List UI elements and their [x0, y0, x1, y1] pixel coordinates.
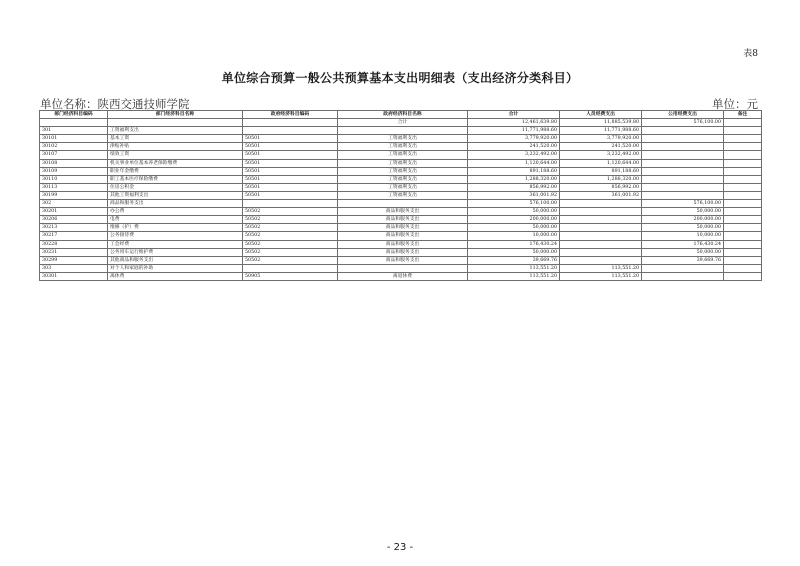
cell-total: 3,779,920.00	[468, 135, 560, 143]
cell-name: 机关事业单位基本养老保险缴费	[108, 159, 243, 167]
cell-total: 856,992.00	[468, 183, 560, 191]
cell-gov-code: 50501	[243, 167, 338, 175]
expenditure-detail-table	[39, 110, 762, 281]
table-row	[40, 264, 762, 272]
column-header: 部门经济科目编码	[40, 111, 108, 119]
cell-remark	[724, 119, 762, 127]
cell-code: 301	[40, 127, 108, 135]
cell-public: 50,000.00	[642, 208, 724, 216]
cell-name: 工会经费	[108, 240, 243, 248]
cell-code: 30231	[40, 248, 108, 256]
cell-remark	[724, 256, 762, 264]
cell-total: 176,430.24	[468, 240, 560, 248]
cell-personnel: 1,288,320.00	[560, 175, 642, 183]
table-row	[40, 272, 762, 280]
cell-gov-code: 50502	[243, 208, 338, 216]
cell-public: 176,430.24	[642, 240, 724, 248]
cell-gov-code: 50502	[243, 224, 338, 232]
cell-name: 商品和服务支出	[108, 200, 243, 208]
table-header-row	[40, 111, 762, 119]
cell-public	[642, 183, 724, 191]
cell-gov-name: 工资福利支出	[338, 191, 468, 199]
column-header: 公用经费支出	[642, 111, 724, 119]
cell-code: 30108	[40, 159, 108, 167]
cell-personnel	[560, 232, 642, 240]
cell-personnel	[560, 240, 642, 248]
column-header: 政府经济科目名称	[338, 111, 468, 119]
cell-name: 住房公积金	[108, 183, 243, 191]
cell-public	[642, 272, 724, 280]
cell-remark	[724, 216, 762, 224]
cell-gov-code: 50905	[243, 272, 338, 280]
cell-public: 10,000.00	[642, 232, 724, 240]
cell-code: 30228	[40, 240, 108, 248]
cell-personnel: 856,992.00	[560, 183, 642, 191]
cell-total: 113,551.20	[468, 272, 560, 280]
cell-total: 361,001.92	[468, 191, 560, 199]
cell-code: 302	[40, 200, 108, 208]
cell-total: 200,000.00	[468, 216, 560, 224]
cell-remark	[724, 224, 762, 232]
cell-public	[642, 151, 724, 159]
cell-personnel	[560, 200, 642, 208]
cell-personnel: 361,001.92	[560, 191, 642, 199]
cell-name: 维修（护）费	[108, 224, 243, 232]
column-header: 政府经济科目编码	[243, 111, 338, 119]
cell-name: 绩效工资	[108, 151, 243, 159]
cell-personnel: 241,520.00	[560, 143, 642, 151]
column-header: 合计	[468, 111, 560, 119]
cell-remark	[724, 151, 762, 159]
table-row	[40, 256, 762, 264]
cell-personnel: 891,188.60	[560, 167, 642, 175]
cell-total: 50,000.00	[468, 208, 560, 216]
cell-gov-code: 50501	[243, 151, 338, 159]
cell-remark	[724, 135, 762, 143]
cell-public: 39,669.76	[642, 256, 724, 264]
table-row	[40, 143, 762, 151]
cell-personnel: 3,779,920.00	[560, 135, 642, 143]
cell-public	[642, 135, 724, 143]
cell-code: 30107	[40, 151, 108, 159]
unit-name: 单位名称：陕西交通技师学院	[40, 97, 190, 111]
cell-public	[642, 264, 724, 272]
cell-gov-code: 50502	[243, 248, 338, 256]
table-row	[40, 224, 762, 232]
cell-code: 30101	[40, 135, 108, 143]
cell-gov-code: 50501	[243, 135, 338, 143]
cell-remark	[724, 232, 762, 240]
cell-gov-code	[243, 264, 338, 272]
cell-code: 30110	[40, 175, 108, 183]
cell-total: 891,188.60	[468, 167, 560, 175]
cell-total: 39,669.76	[468, 256, 560, 264]
cell-name: 办公费	[108, 208, 243, 216]
cell-code: 30109	[40, 167, 108, 175]
cell-remark	[724, 272, 762, 280]
cell-personnel: 11,885,539.80	[560, 119, 642, 127]
table-row	[40, 183, 762, 191]
cell-personnel	[560, 248, 642, 256]
cell-remark	[724, 191, 762, 199]
cell-personnel: 113,551.20	[560, 264, 642, 272]
cell-gov-name: 合计	[338, 119, 468, 127]
cell-gov-name: 工资福利支出	[338, 167, 468, 175]
table-row	[40, 127, 762, 135]
cell-remark	[724, 240, 762, 248]
cell-public	[642, 167, 724, 175]
cell-gov-code: 50502	[243, 216, 338, 224]
table-row	[40, 191, 762, 199]
cell-remark	[724, 200, 762, 208]
cell-name: 工资福利支出	[108, 127, 243, 135]
table-row	[40, 208, 762, 216]
cell-name: 职工基本医疗保险缴费	[108, 175, 243, 183]
cell-gov-name: 商品和服务支出	[338, 256, 468, 264]
cell-public	[642, 175, 724, 183]
cell-gov-name: 工资福利支出	[338, 143, 468, 151]
cell-gov-code: 50501	[243, 183, 338, 191]
cell-gov-name: 工资福利支出	[338, 159, 468, 167]
cell-code: 30201	[40, 208, 108, 216]
cell-personnel	[560, 216, 642, 224]
cell-gov-name: 工资福利支出	[338, 151, 468, 159]
cell-public	[642, 127, 724, 135]
column-header: 部门经济科目名称	[108, 111, 243, 119]
table-row	[40, 248, 762, 256]
cell-code: 303	[40, 264, 108, 272]
cell-remark	[724, 143, 762, 151]
table-row	[40, 167, 762, 175]
cell-gov-code	[243, 119, 338, 127]
cell-personnel	[560, 256, 642, 264]
cell-remark	[724, 264, 762, 272]
cell-total: 10,000.00	[468, 232, 560, 240]
cell-name: 公务用车运行维护费	[108, 248, 243, 256]
cell-remark	[724, 248, 762, 256]
cell-gov-name: 工资福利支出	[338, 183, 468, 191]
cell-code: 30206	[40, 216, 108, 224]
cell-total: 12,461,639.80	[468, 119, 560, 127]
cell-remark	[724, 159, 762, 167]
cell-personnel: 11,771,988.60	[560, 127, 642, 135]
page-title: 单位综合预算一般公共预算基本支出明细表（支出经济分类科目）	[221, 71, 579, 85]
cell-public: 200,000.00	[642, 216, 724, 224]
cell-personnel	[560, 208, 642, 216]
cell-public: 576,100.00	[642, 119, 724, 127]
cell-remark	[724, 208, 762, 216]
cell-gov-name: 商品和服务支出	[338, 232, 468, 240]
cell-gov-name	[338, 264, 468, 272]
cell-remark	[724, 127, 762, 135]
cell-total: 3,232,492.00	[468, 151, 560, 159]
cell-name: 对个人和家庭的补助	[108, 264, 243, 272]
cell-code: 30213	[40, 224, 108, 232]
cell-personnel	[560, 224, 642, 232]
cell-name: 津贴补贴	[108, 143, 243, 151]
cell-name: 其他商品和服务支出	[108, 256, 243, 264]
cell-gov-name	[338, 127, 468, 135]
cell-gov-code: 50502	[243, 232, 338, 240]
cell-public: 50,000.00	[642, 224, 724, 232]
table-row	[40, 159, 762, 167]
cell-name: 电费	[108, 216, 243, 224]
cell-total: 11,771,988.60	[468, 127, 560, 135]
table-row	[40, 175, 762, 183]
cell-remark	[724, 175, 762, 183]
cell-total: 576,100.00	[468, 200, 560, 208]
cell-total: 50,000.00	[468, 224, 560, 232]
cell-code: 30217	[40, 232, 108, 240]
cell-total: 113,551.20	[468, 264, 560, 272]
cell-total: 50,000.00	[468, 248, 560, 256]
cell-gov-code: 50501	[243, 191, 338, 199]
table-number: 表8	[743, 49, 758, 59]
cell-total: 241,520.00	[468, 143, 560, 151]
cell-name: 离休费	[108, 272, 243, 280]
cell-public: 576,100.00	[642, 200, 724, 208]
cell-personnel: 113,551.20	[560, 272, 642, 280]
cell-gov-name: 商品和服务支出	[338, 208, 468, 216]
table-row	[40, 216, 762, 224]
column-header: 人员经费支出	[560, 111, 642, 119]
table-row	[40, 135, 762, 143]
cell-gov-code: 50502	[243, 240, 338, 248]
cell-public	[642, 191, 724, 199]
table-row	[40, 240, 762, 248]
cell-personnel: 1,120,644.00	[560, 159, 642, 167]
cell-name: 基本工资	[108, 135, 243, 143]
cell-gov-name: 商品和服务支出	[338, 248, 468, 256]
table-row	[40, 151, 762, 159]
cell-name: 职业年金缴费	[108, 167, 243, 175]
cell-gov-name	[338, 200, 468, 208]
table-row	[40, 119, 762, 127]
cell-code: 30301	[40, 272, 108, 280]
cell-gov-name: 工资福利支出	[338, 135, 468, 143]
cell-remark	[724, 183, 762, 191]
cell-total: 1,120,644.00	[468, 159, 560, 167]
cell-gov-name: 商品和服务支出	[338, 224, 468, 232]
cell-total: 1,288,320.00	[468, 175, 560, 183]
cell-gov-name: 工资福利支出	[338, 175, 468, 183]
cell-code: 30199	[40, 191, 108, 199]
cell-gov-code: 50501	[243, 175, 338, 183]
cell-remark	[724, 167, 762, 175]
cell-gov-code: 50502	[243, 256, 338, 264]
cell-name: 其他工资福利支出	[108, 191, 243, 199]
cell-gov-code	[243, 127, 338, 135]
cell-gov-name: 离退休费	[338, 272, 468, 280]
cell-gov-name: 商品和服务支出	[338, 240, 468, 248]
cell-personnel: 3,232,492.00	[560, 151, 642, 159]
cell-gov-code	[243, 200, 338, 208]
cell-gov-code: 50501	[243, 143, 338, 151]
table-row	[40, 232, 762, 240]
cell-gov-name: 商品和服务支出	[338, 216, 468, 224]
cell-code: 30113	[40, 183, 108, 191]
cell-public	[642, 143, 724, 151]
cell-public: 50,000.00	[642, 248, 724, 256]
cell-name	[108, 119, 243, 127]
currency-unit: 单位：元	[712, 97, 758, 111]
cell-code	[40, 119, 108, 127]
cell-public	[642, 159, 724, 167]
table-row	[40, 200, 762, 208]
column-header: 备注	[724, 111, 762, 119]
table-body	[40, 119, 762, 281]
cell-code: 30102	[40, 143, 108, 151]
cell-gov-code: 50501	[243, 159, 338, 167]
cell-name: 公务接待费	[108, 232, 243, 240]
cell-code: 30299	[40, 256, 108, 264]
page-number: - 23 -	[386, 542, 414, 553]
